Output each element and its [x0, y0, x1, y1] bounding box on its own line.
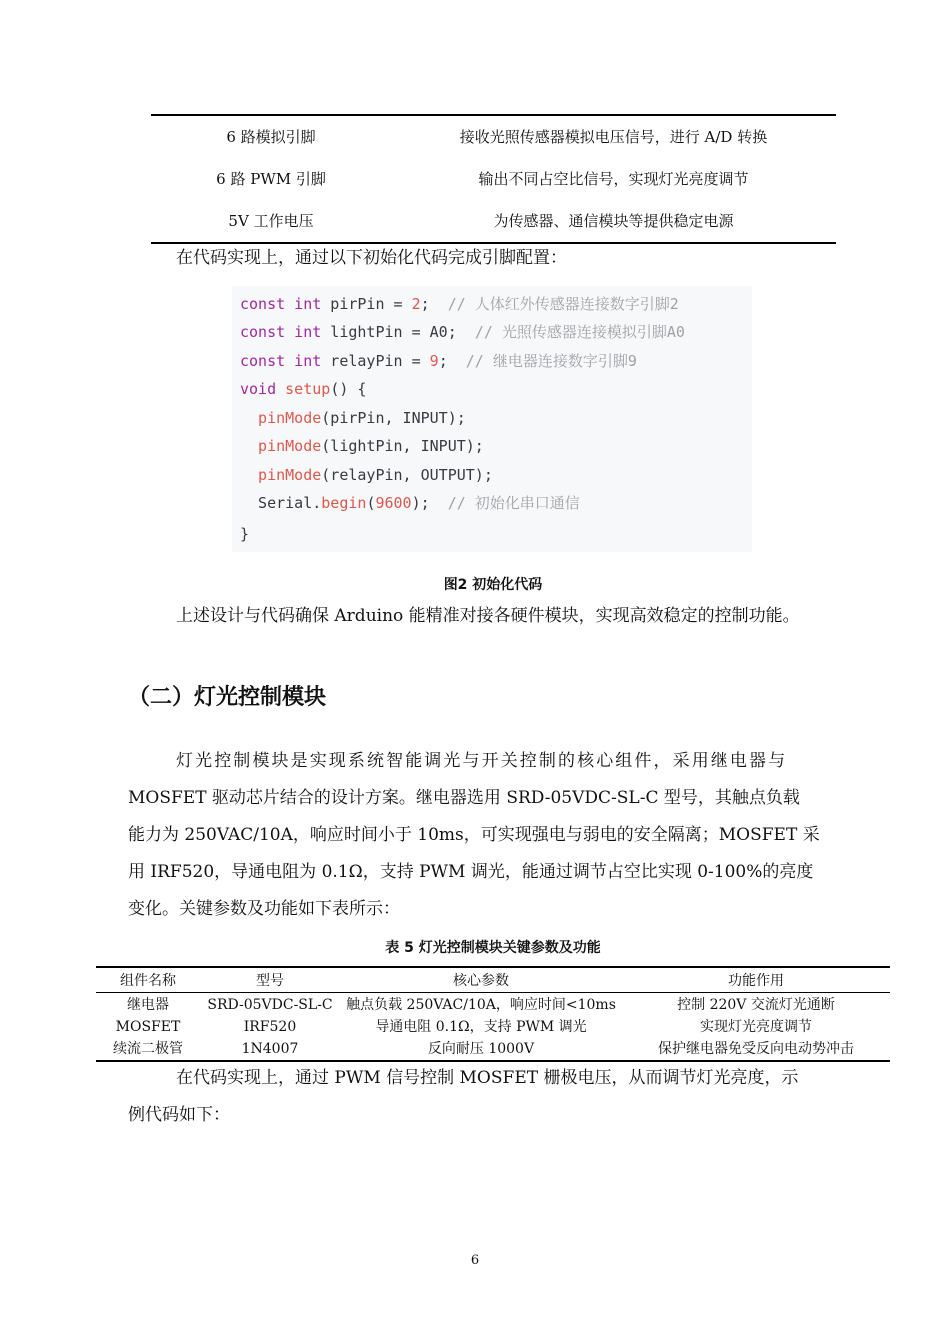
code-line [240, 404, 466, 432]
paragraph-line: 例代码如下： [128, 1105, 230, 1125]
table-cell: MOSFET [115, 1019, 181, 1035]
table-row [96, 1038, 890, 1061]
code-keyword: const int [240, 295, 322, 313]
table-header-cell: 功能作用 [728, 973, 784, 989]
code-text: relayPin = [321, 352, 430, 370]
code-line [240, 461, 493, 489]
paragraph: 在代码实现上，通过以下初始化代码完成引脚配置： [176, 248, 567, 268]
code-keyword: const int [240, 323, 322, 341]
table-header-row [96, 970, 890, 993]
code-keyword: void [240, 380, 277, 398]
figure-caption: 图2 初始化代码 [443, 577, 543, 593]
code-number: 2 [411, 295, 421, 313]
table-cell: 触点负载 250VAC/10A，响应时间<10ms [346, 997, 616, 1013]
table-cell: 6 路模拟引脚 [226, 128, 316, 146]
code-number: 9 [429, 352, 439, 370]
table-cell: 控制 220V 交流灯光通断 [677, 997, 835, 1013]
table-row [151, 200, 836, 242]
code-line [240, 520, 249, 548]
page-number: 6 [470, 1253, 480, 1268]
code-text: } [240, 525, 250, 543]
table-cell: 5V 工作电压 [228, 212, 314, 230]
code-text: (relayPin, OUTPUT); [321, 466, 493, 484]
table-header-rule [96, 992, 890, 993]
table-header-cell: 核心参数 [453, 973, 509, 989]
table-cell: IRF520 [243, 1019, 297, 1035]
table-cell: 续流二极管 [113, 1041, 183, 1057]
paragraph-line: 灯光控制模块是实现系统智能调光与开关控制的核心组件，采用继电器与 [176, 751, 788, 771]
code-line [240, 347, 637, 375]
code-text: pirPin = [321, 295, 412, 313]
table-cell: 为传感器、通信模块等提供稳定电源 [493, 212, 734, 230]
code-function: pinMode [240, 409, 322, 427]
code-line [240, 318, 685, 346]
code-function: pinMode [240, 437, 322, 455]
code-text: (lightPin, INPUT); [321, 437, 484, 455]
code-keyword: const int [240, 352, 322, 370]
code-text: Serial. [240, 494, 322, 512]
code-line [240, 489, 580, 517]
code-text: ( [366, 494, 376, 512]
table-row [96, 1016, 890, 1039]
table-cell: 继电器 [127, 997, 169, 1013]
code-comment: // 人体红外传感器连接数字引脚2 [447, 295, 679, 313]
code-comment: // 光照传感器连接模拟引脚A0 [474, 323, 685, 341]
code-figure [232, 286, 752, 552]
table-row [151, 158, 836, 200]
table-header-cell: 型号 [256, 973, 284, 989]
code-function: pinMode [240, 466, 322, 484]
code-line [240, 290, 679, 318]
paragraph-line: MOSFET 驱动芯片结合的设计方案。继电器选用 SRD-05VDC-SL-C 型号，其触点负载 [128, 788, 800, 808]
table-row [151, 116, 836, 158]
code-text: () { [330, 380, 367, 398]
table-cell: 反向耐压 1000V [427, 1041, 535, 1057]
table-cell: 6 路 PWM 引脚 [216, 170, 326, 188]
table-caption: 表 5 灯光控制模块关键参数及功能 [385, 940, 601, 956]
code-text: ; [420, 295, 448, 313]
code-text: ); [411, 494, 448, 512]
table-row [96, 994, 890, 1017]
table-cell: SRD-05VDC-SL-C [207, 997, 333, 1013]
table-cell: 导通电阻 0.1Ω，支持 PWM 调光 [375, 1019, 587, 1035]
code-text: (pirPin, INPUT); [321, 409, 466, 427]
paragraph-line: 能力为 250VAC/10A，响应时间小于 10ms，可实现强电与弱电的安全隔离；MOSFET 采 [128, 825, 820, 845]
section-heading: （二）灯光控制模块 [128, 685, 327, 710]
code-line [240, 432, 484, 460]
table-cell: 1N4007 [241, 1041, 299, 1057]
code-comment: // 初始化串口通信 [447, 494, 580, 512]
code-number: 9600 [375, 494, 412, 512]
table-top-rule [96, 966, 890, 968]
code-line [240, 375, 366, 403]
paragraph: 上述设计与代码确保 Arduino 能精准对接各硬件模块，实现高效稳定的控制功能。 [176, 606, 800, 626]
table-header-cell: 组件名称 [120, 973, 176, 989]
code-function: begin [321, 494, 367, 512]
table-cell: 实现灯光亮度调节 [700, 1019, 812, 1035]
code-function: setup [276, 380, 331, 398]
code-comment: // 继电器连接数字引脚9 [465, 352, 637, 370]
table-cell: 保护继电器免受反向电动势冲击 [658, 1041, 854, 1057]
paragraph-line: 用 IRF520，导通电阻为 0.1Ω，支持 PWM 调光，能通过调节占空比实现 0-100%的亮度 [128, 862, 814, 882]
code-text: lightPin = A0; [321, 323, 475, 341]
paragraph-line: 在代码实现上，通过 PWM 信号控制 MOSFET 栅极电压，从而调节灯光亮度，示 [176, 1068, 799, 1088]
code-text: ; [438, 352, 466, 370]
table-cell: 接收光照传感器模拟电压信号，进行 A/D 转换 [459, 128, 768, 146]
paragraph-line: 变化。关键参数及功能如下表所示： [128, 899, 400, 919]
table-cell: 输出不同占空比信号，实现灯光亮度调节 [478, 170, 749, 188]
